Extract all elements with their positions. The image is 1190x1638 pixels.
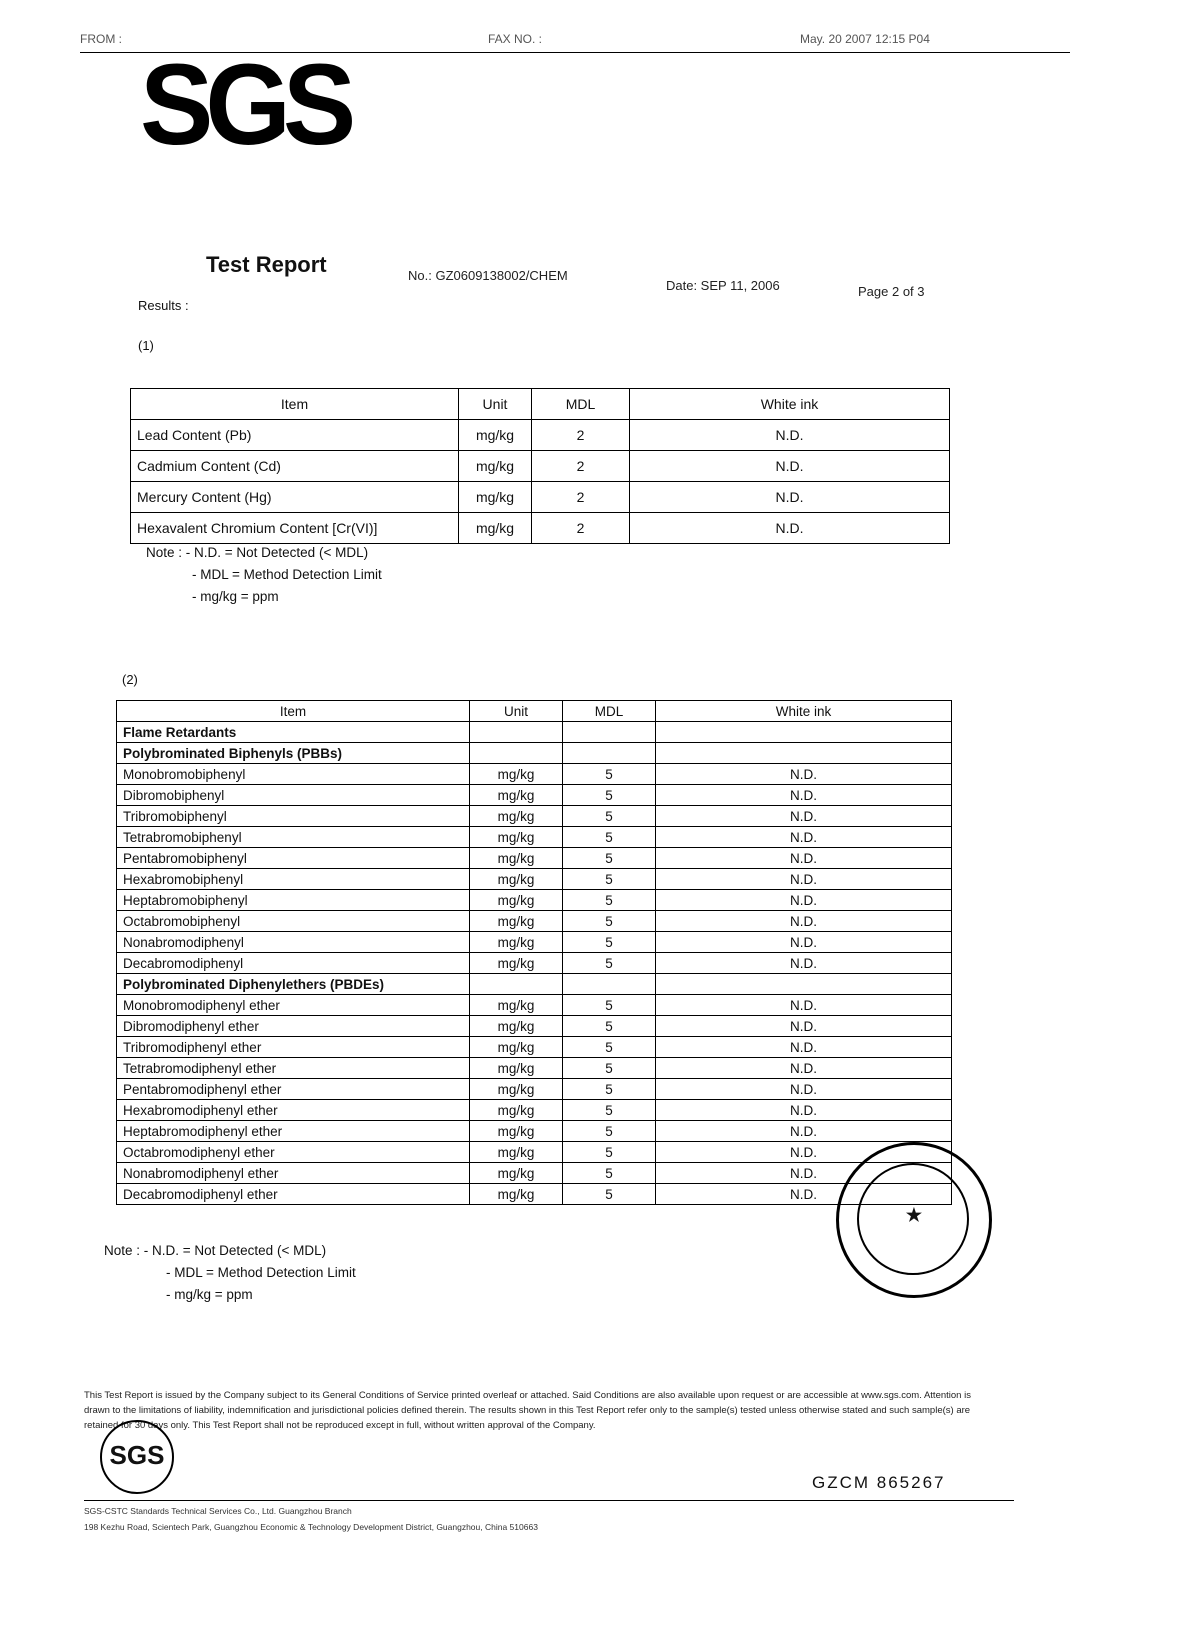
row-item: Octabromobiphenyl xyxy=(117,911,470,932)
row-mdl: 5 xyxy=(563,827,656,848)
table-row xyxy=(117,1079,952,1100)
row-mdl: 5 xyxy=(563,911,656,932)
row-result: N.D. xyxy=(656,911,952,932)
col-white-ink: White ink xyxy=(656,701,952,722)
col-white-ink: White ink xyxy=(630,389,950,420)
table-row xyxy=(131,451,950,482)
row-item: Decabromodiphenyl ether xyxy=(117,1184,470,1205)
row-result: N.D. xyxy=(656,1163,952,1184)
row-unit: mg/kg xyxy=(470,1058,563,1079)
row-item: Pentabromodiphenyl ether xyxy=(117,1079,470,1100)
row-result: N.D. xyxy=(656,848,952,869)
row-result: N.D. xyxy=(656,995,952,1016)
row-mdl: 2 xyxy=(532,451,630,482)
row-unit: mg/kg xyxy=(470,932,563,953)
note-ppm: - mg/kg = ppm xyxy=(192,589,279,604)
row-result: N.D. xyxy=(656,806,952,827)
group-pbb: Polybrominated Biphenyls (PBBs) xyxy=(117,743,470,764)
row-mdl: 5 xyxy=(563,1079,656,1100)
col-mdl: MDL xyxy=(563,701,656,722)
table1-notes xyxy=(146,542,382,608)
table-row xyxy=(117,890,952,911)
row-mdl: 5 xyxy=(563,806,656,827)
row-unit: mg/kg xyxy=(470,1121,563,1142)
row-unit: mg/kg xyxy=(459,482,532,513)
row-unit: mg/kg xyxy=(459,451,532,482)
row-item: Dibromodiphenyl ether xyxy=(117,1016,470,1037)
row-unit: mg/kg xyxy=(470,1184,563,1205)
results-label: Results : xyxy=(138,298,189,313)
row-mdl: 2 xyxy=(532,482,630,513)
row-result: N.D. xyxy=(656,764,952,785)
table-row xyxy=(131,420,950,451)
section-1-label: (1) xyxy=(138,338,154,353)
table-row xyxy=(117,911,952,932)
note-nd: Note : - N.D. = Not Detected (< MDL) xyxy=(104,1243,327,1258)
row-item: Nonabromodiphenyl ether xyxy=(117,1163,470,1184)
table-header-row xyxy=(117,701,952,722)
row-result: N.D. xyxy=(630,513,950,544)
row-item: Monobromodiphenyl ether xyxy=(117,995,470,1016)
row-unit: mg/kg xyxy=(470,1016,563,1037)
row-unit: mg/kg xyxy=(470,1142,563,1163)
row-result: N.D. xyxy=(656,890,952,911)
sgs-small-stamp xyxy=(100,1420,174,1494)
table-row xyxy=(117,785,952,806)
group-flame-retardants: Flame Retardants xyxy=(117,722,470,743)
footer-divider xyxy=(84,1500,1014,1501)
group-row xyxy=(117,722,952,743)
col-item: Item xyxy=(117,701,470,722)
table-row xyxy=(117,995,952,1016)
table-row xyxy=(117,848,952,869)
row-result: N.D. xyxy=(656,1184,952,1205)
group-row xyxy=(117,974,952,995)
table-row xyxy=(117,764,952,785)
table-row xyxy=(117,932,952,953)
row-unit: mg/kg xyxy=(470,785,563,806)
row-unit: mg/kg xyxy=(470,911,563,932)
col-mdl: MDL xyxy=(532,389,630,420)
fax-from: FROM : xyxy=(80,32,122,46)
document-serial: GZCM 865267 xyxy=(812,1473,946,1492)
table-row xyxy=(117,1184,952,1205)
row-item: Hexabromodiphenyl ether xyxy=(117,1100,470,1121)
footer-disclaimer: This Test Report is issued by the Company subject to its General Conditions of Service printed overleaf or attached. Said Conditions are also available upon request or are accessible at www.sgs.com. Attention is drawn to the limitations of liability, indemnification and jurisdictional policies defined therein. The results shown in this Test Report refer only to the sample(s) tested unless otherwise stated and such sample(s) are retained for 30 days only. This Test Report shall not be reproduced except in full, without written approval of the Company. xyxy=(84,1390,971,1431)
row-item: Mercury Content (Hg) xyxy=(131,482,459,513)
row-mdl: 5 xyxy=(563,1100,656,1121)
row-result: N.D. xyxy=(656,932,952,953)
row-unit: mg/kg xyxy=(470,953,563,974)
row-mdl: 5 xyxy=(563,1142,656,1163)
row-result: N.D. xyxy=(656,827,952,848)
note-mdl: - MDL = Method Detection Limit xyxy=(166,1265,356,1280)
row-unit: mg/kg xyxy=(470,827,563,848)
row-result: N.D. xyxy=(656,1079,952,1100)
table-row xyxy=(117,1100,952,1121)
row-item: Octabromodiphenyl ether xyxy=(117,1142,470,1163)
row-result: N.D. xyxy=(656,869,952,890)
note-nd: Note : - N.D. = Not Detected (< MDL) xyxy=(146,545,369,560)
row-mdl: 5 xyxy=(563,1016,656,1037)
table-row xyxy=(117,869,952,890)
row-unit: mg/kg xyxy=(470,764,563,785)
fax-datetime: May. 20 2007 12:15 P04 xyxy=(800,32,930,46)
table-row xyxy=(117,1163,952,1184)
row-unit: mg/kg xyxy=(470,806,563,827)
pbb-rows xyxy=(117,764,952,974)
section-2-label: (2) xyxy=(122,672,138,687)
row-unit: mg/kg xyxy=(470,1037,563,1058)
row-unit: mg/kg xyxy=(459,513,532,544)
table-row xyxy=(117,1142,952,1163)
row-result: N.D. xyxy=(656,785,952,806)
sgs-logo: SGS xyxy=(140,39,349,170)
table-row xyxy=(131,482,950,513)
row-mdl: 5 xyxy=(563,785,656,806)
row-result: N.D. xyxy=(656,1100,952,1121)
row-result: N.D. xyxy=(656,1142,952,1163)
group-pbde: Polybrominated Diphenylethers (PBDEs) xyxy=(117,974,470,995)
row-mdl: 5 xyxy=(563,932,656,953)
row-item: Tetrabromobiphenyl xyxy=(117,827,470,848)
row-mdl: 5 xyxy=(563,890,656,911)
row-unit: mg/kg xyxy=(470,869,563,890)
row-item: Tribromodiphenyl ether xyxy=(117,1037,470,1058)
report-page: Page 2 of 3 xyxy=(858,284,925,299)
row-item: Heptabromodiphenyl ether xyxy=(117,1121,470,1142)
row-mdl: 5 xyxy=(563,764,656,785)
row-mdl: 5 xyxy=(563,1058,656,1079)
flame-retardants-table xyxy=(116,700,952,1205)
sgs-small-stamp-text: SGS xyxy=(109,1440,165,1470)
row-result: N.D. xyxy=(630,482,950,513)
note-mdl: - MDL = Method Detection Limit xyxy=(192,567,382,582)
row-result: N.D. xyxy=(630,420,950,451)
heavy-metals-table xyxy=(130,388,950,544)
footer-address-1: SGS-CSTC Standards Technical Services Co., Ltd. Guangzhou Branch xyxy=(84,1506,352,1516)
pbde-rows xyxy=(117,995,952,1205)
row-unit: mg/kg xyxy=(470,890,563,911)
row-item: Tribromobiphenyl xyxy=(117,806,470,827)
fax-number: FAX NO. : xyxy=(488,32,543,46)
row-item: Nonabromodiphenyl xyxy=(117,932,470,953)
row-result: N.D. xyxy=(630,451,950,482)
table-row xyxy=(117,1037,952,1058)
row-mdl: 5 xyxy=(563,1121,656,1142)
row-item: Dibromobiphenyl xyxy=(117,785,470,806)
col-unit: Unit xyxy=(470,701,563,722)
row-mdl: 5 xyxy=(563,848,656,869)
row-unit: mg/kg xyxy=(470,1100,563,1121)
row-result: N.D. xyxy=(656,1037,952,1058)
footer-address-2: 198 Kezhu Road, Scientech Park, Guangzhou Economic & Technology Development District, Guangzhou, China 510663 xyxy=(84,1522,538,1532)
row-item: Cadmium Content (Cd) xyxy=(131,451,459,482)
col-unit: Unit xyxy=(459,389,532,420)
table-row xyxy=(117,827,952,848)
row-unit: mg/kg xyxy=(459,420,532,451)
table-header-row xyxy=(131,389,950,420)
note-ppm: - mg/kg = ppm xyxy=(166,1287,253,1302)
row-item: Tetrabromodiphenyl ether xyxy=(117,1058,470,1079)
row-item: Hexavalent Chromium Content [Cr(VI)] xyxy=(131,513,459,544)
seal-star-icon: ★ xyxy=(905,1205,923,1225)
table-row xyxy=(117,953,952,974)
row-result: N.D. xyxy=(656,1121,952,1142)
table2-notes xyxy=(104,1240,356,1306)
row-result: N.D. xyxy=(656,1016,952,1037)
row-mdl: 2 xyxy=(532,420,630,451)
report-number: No.: GZ0609138002/CHEM xyxy=(408,268,568,283)
table-row xyxy=(117,1121,952,1142)
table-row xyxy=(117,1016,952,1037)
row-mdl: 5 xyxy=(563,995,656,1016)
table-row xyxy=(131,513,950,544)
row-item: Hexabromobiphenyl xyxy=(117,869,470,890)
table-row xyxy=(117,806,952,827)
table-row xyxy=(117,1058,952,1079)
row-item: Lead Content (Pb) xyxy=(131,420,459,451)
company-seal-stamp xyxy=(836,1142,992,1298)
row-unit: mg/kg xyxy=(470,995,563,1016)
row-mdl: 5 xyxy=(563,953,656,974)
report-date: Date: SEP 11, 2006 xyxy=(666,278,780,293)
group-row xyxy=(117,743,952,764)
row-item: Monobromobiphenyl xyxy=(117,764,470,785)
row-mdl: 5 xyxy=(563,1037,656,1058)
row-item: Decabromodiphenyl xyxy=(117,953,470,974)
row-mdl: 5 xyxy=(563,1184,656,1205)
row-item: Pentabromobiphenyl xyxy=(117,848,470,869)
row-unit: mg/kg xyxy=(470,1079,563,1100)
col-item: Item xyxy=(131,389,459,420)
report-title: Test Report xyxy=(206,252,327,277)
row-mdl: 5 xyxy=(563,869,656,890)
row-result: N.D. xyxy=(656,953,952,974)
row-unit: mg/kg xyxy=(470,848,563,869)
row-item: Heptabromobiphenyl xyxy=(117,890,470,911)
row-result: N.D. xyxy=(656,1058,952,1079)
row-mdl: 2 xyxy=(532,513,630,544)
row-unit: mg/kg xyxy=(470,1163,563,1184)
row-mdl: 5 xyxy=(563,1163,656,1184)
